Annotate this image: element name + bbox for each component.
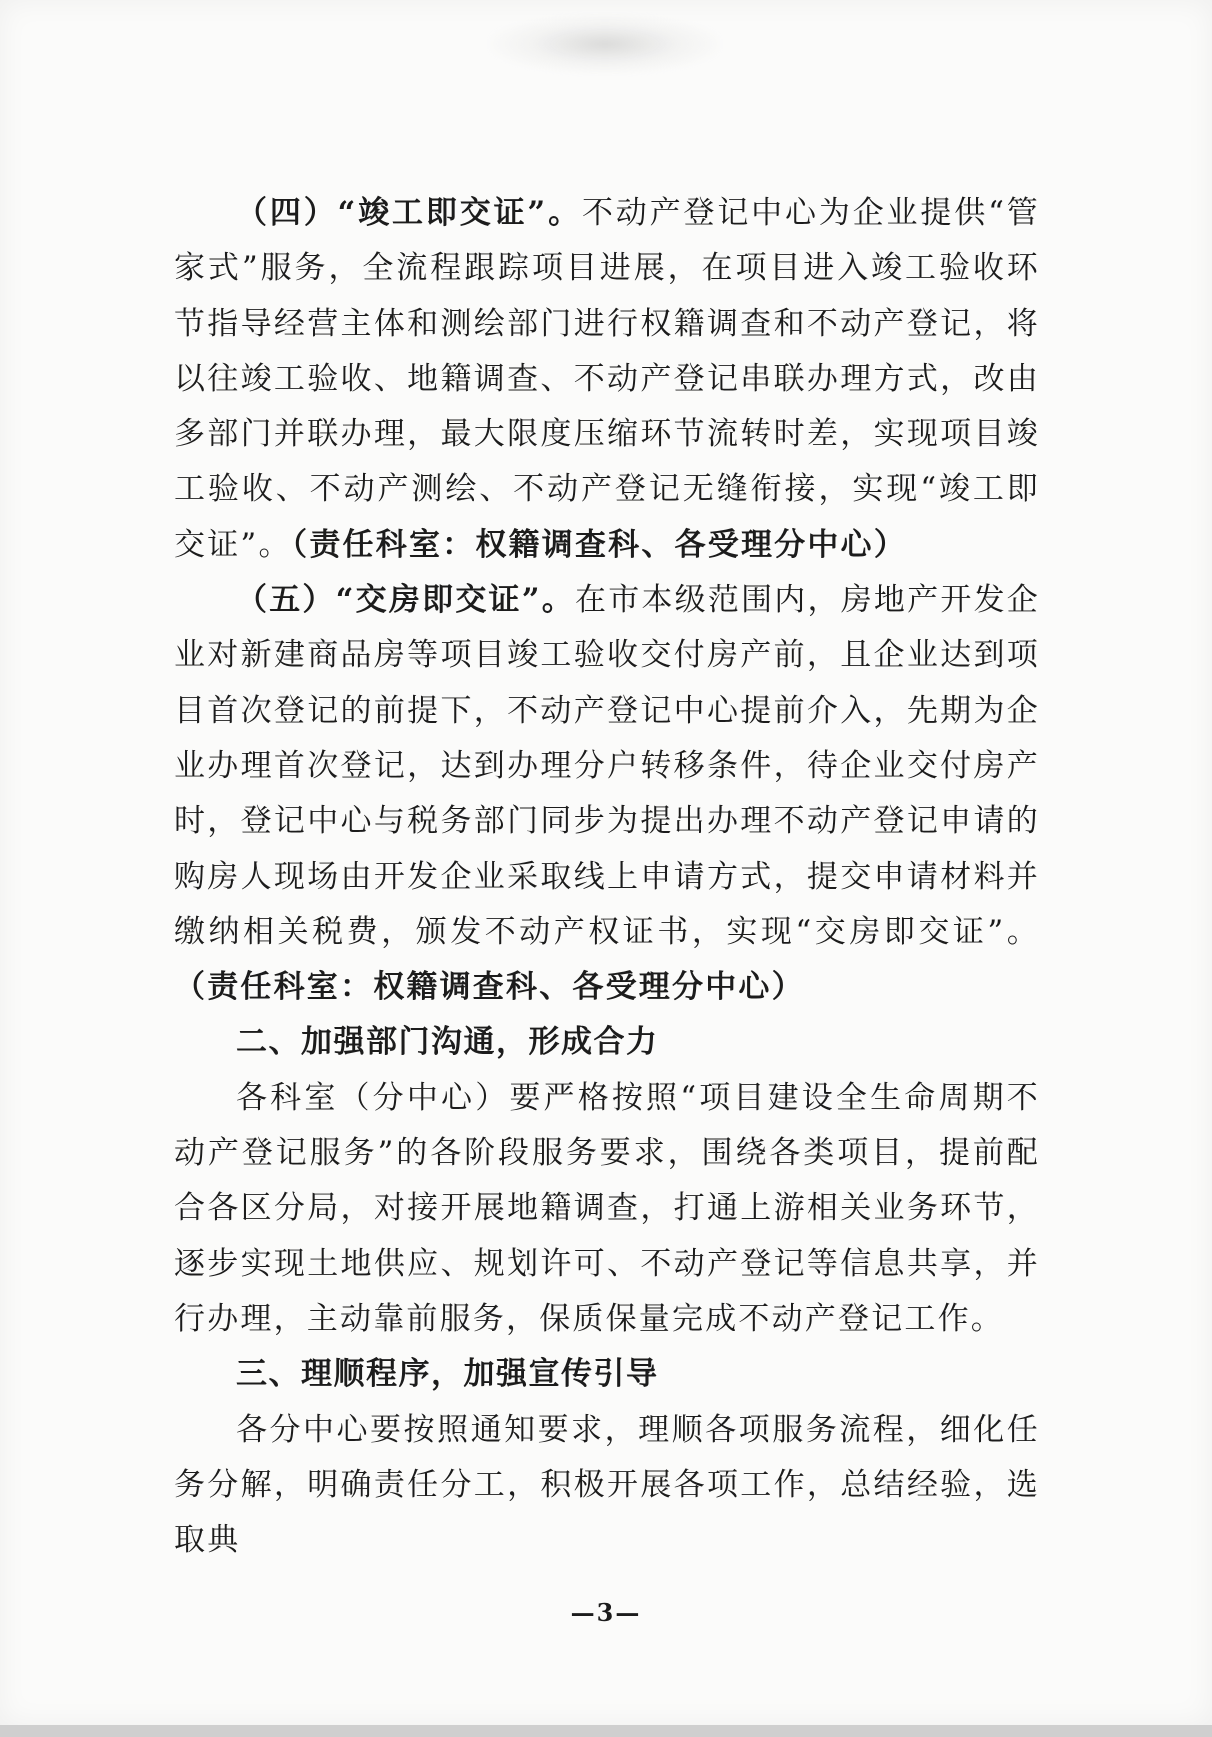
responsible-office: （责任科室：权籍调查科、各受理分中心） bbox=[174, 969, 805, 1006]
paragraph-department-communication: 各科室（分中心）要严格按照“项目建设全生命周期不动产登记服务”的各阶段服务要求，围绕各类项目，提前配合各区分局，对接开展地籍调查，打通上游相关业务环节，逐步实现土地供应、规划许可、不动产登记等信息共享，并行办理，主动靠前服务，保质保量完成不动产登记工作。 bbox=[174, 1079, 1040, 1337]
section-heading-2: 二、加强部门沟通，形成合力 bbox=[236, 1024, 659, 1061]
scan-smudge bbox=[490, 14, 720, 74]
page-edge bbox=[0, 1725, 1212, 1737]
paragraph-handover-certificate bbox=[174, 573, 1040, 1015]
page-number: —3— bbox=[570, 1598, 642, 1627]
document-body bbox=[174, 186, 1040, 1568]
item-text: 在市本级范围内，房地产开发企业对新建商品房等项目竣工验收交付房产前，且企业达到项目首次登记的前提下，不动产登记中心提前介入，先期为企业办理首次登记，达到办理分户转移条件，待企业交付房产时，登记中心与税务部门同步为提出办理不动产登记申请的购房人现场由开发企业采取线上申请方式，提交申请材料并缴纳相关税费，颁发不动产权证书，实现“交房即交证”。 bbox=[174, 582, 1040, 950]
responsible-office: （责任科室：权籍调查科、各受理分中心） bbox=[291, 526, 907, 563]
section-heading-3: 三、理顺程序，加强宣传引导 bbox=[236, 1356, 659, 1393]
item-text: 不动产登记中心为企业提供“管家式”服务，全流程跟踪项目进展，在项目进入竣工验收环节指导经营主体和测绘部门进行权籍调查和不动产登记，将以往竣工验收、地籍调查、不动产登记串联办理方式，改由多部门并联办理，最大限度压缩环节流转时差，实现项目竣工验收、不动产测绘、不动产登记无缝衔接，实现“竣工即交证”。 bbox=[174, 195, 1040, 563]
item-title: （四）“竣工即交证”。 bbox=[236, 195, 582, 231]
item-title: （五）“交房即交证”。 bbox=[236, 582, 576, 619]
paragraph-procedures: 各分中心要按照通知要求，理顺各项服务流程，细化任务分解，明确责任分工，积极开展各项工作，总结经验，选取典 bbox=[174, 1411, 1040, 1559]
paragraph-completion-certificate bbox=[174, 186, 1040, 573]
